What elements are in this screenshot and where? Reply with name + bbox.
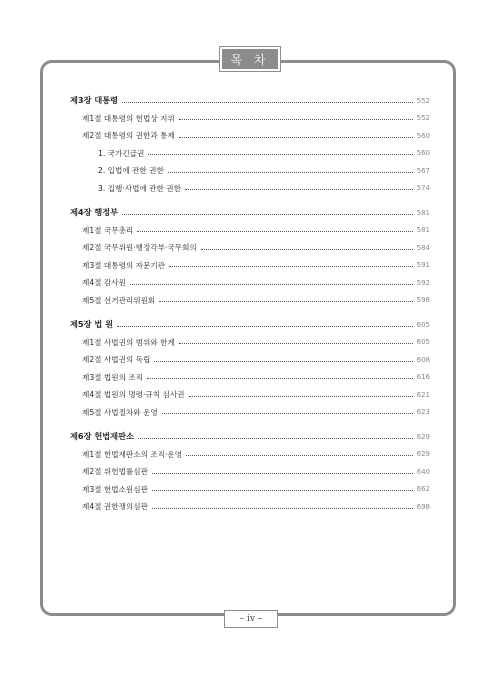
toc-entry-page: 629 xyxy=(416,450,430,459)
toc-entry-label: 제2절 사법권의 독립 xyxy=(82,355,151,365)
toc-entry-page: 584 xyxy=(416,243,430,252)
dot-leader xyxy=(137,230,412,232)
toc-section-entry xyxy=(70,334,430,352)
toc-entry-label: 제4장 행정부 xyxy=(70,207,119,218)
toc-entry-label: 제2절 국무위원·행정각부·국무회의 xyxy=(82,243,197,253)
toc-entry-page: 560 xyxy=(416,149,430,158)
dot-leader xyxy=(130,283,413,285)
toc-entry-label: 제5절 선거관리위원회 xyxy=(82,295,156,305)
toc-section-entry xyxy=(70,110,430,128)
toc-entry-label: 3. 집행·사법에 관한 권한 xyxy=(98,183,181,193)
toc-entry-label: 제5장 법 원 xyxy=(70,319,114,330)
toc-chapter-entry xyxy=(70,316,430,334)
dot-leader xyxy=(152,507,413,509)
dot-leader xyxy=(168,171,413,173)
toc-entry-page: 608 xyxy=(416,355,430,364)
dot-leader xyxy=(117,325,413,327)
toc-entry-page: 621 xyxy=(416,390,430,399)
toc-section-entry xyxy=(70,481,430,499)
toc-section-entry xyxy=(70,222,430,240)
toc-entry-page: 552 xyxy=(416,96,430,105)
dot-leader xyxy=(138,437,413,439)
toc-entry-label: 제2절 위헌법률심판 xyxy=(82,467,148,477)
toc-entry-label: 제3절 헌법소원심판 xyxy=(82,484,148,494)
toc-section-entry xyxy=(70,257,430,275)
toc-entry-label: 제5절 사법절차와 운영 xyxy=(82,407,158,417)
toc-entry-label: 제3장 대통령 xyxy=(70,95,119,106)
toc-entry-label: 2. 입법에 관한 권한 xyxy=(98,166,164,176)
page-title: 목 차 xyxy=(222,49,278,69)
toc-entry-label: 제1절 헌법재판소의 조직·운영 xyxy=(82,449,183,459)
toc-section-entry xyxy=(70,498,430,516)
dot-leader xyxy=(154,360,412,362)
toc-entry-page: 662 xyxy=(416,485,430,494)
dot-leader xyxy=(189,395,413,397)
toc-entry-label: 제1절 대통령의 헌법상 지위 xyxy=(82,113,175,123)
toc-entry-page: 574 xyxy=(416,184,430,193)
toc-entry-page: 581 xyxy=(416,226,430,235)
toc-section-entry xyxy=(70,463,430,481)
toc-entry-label: 1. 국가긴급권 xyxy=(98,148,145,158)
toc-entry-label: 제1절 사법권의 범위와 한계 xyxy=(82,337,175,347)
toc-section-entry xyxy=(70,404,430,422)
dot-leader xyxy=(148,153,412,155)
toc-chapter-entry xyxy=(70,204,430,222)
toc-entry-page: 605 xyxy=(416,320,430,329)
toc-chapter-entry xyxy=(70,428,430,446)
toc-entry-label: 제6장 헌법재판소 xyxy=(70,431,134,442)
toc-entry-page: 567 xyxy=(416,166,430,175)
toc-sub-entry xyxy=(70,180,430,198)
dot-leader xyxy=(185,188,413,190)
toc-section-entry xyxy=(70,369,430,387)
toc-entry-label: 제4절 권한쟁의심판 xyxy=(82,502,148,512)
table-of-contents xyxy=(70,92,430,516)
toc-entry-label: 제4절 감사원 xyxy=(82,278,126,288)
toc-entry-page: 605 xyxy=(416,338,430,347)
toc-entry-page: 629 xyxy=(416,432,430,441)
dot-leader xyxy=(179,342,413,344)
dot-leader xyxy=(179,118,413,120)
toc-entry-label: 제1절 국무총리 xyxy=(82,225,134,235)
toc-entry-page: 640 xyxy=(416,467,430,476)
toc-entry-label: 제3절 대통령의 자문기관 xyxy=(82,260,166,270)
toc-section-entry xyxy=(70,239,430,257)
toc-entry-page: 592 xyxy=(416,278,430,287)
toc-section-entry xyxy=(70,351,430,369)
page-number: – iv – xyxy=(224,610,278,628)
toc-entry-page: 598 xyxy=(416,296,430,305)
toc-section-entry xyxy=(70,386,430,404)
dot-leader xyxy=(147,377,413,379)
toc-entry-label: 제4절 법원의 명령·규칙 심사권 xyxy=(82,390,185,400)
toc-entry-page: 560 xyxy=(416,131,430,140)
dot-leader xyxy=(159,300,412,302)
toc-section-entry xyxy=(70,274,430,292)
toc-entry-label: 제2절 대통령의 권한과 통제 xyxy=(82,131,175,141)
toc-section-entry xyxy=(70,127,430,145)
dot-leader xyxy=(152,472,413,474)
toc-sub-entry xyxy=(70,162,430,180)
toc-chapter-entry xyxy=(70,92,430,110)
toc-entry-page: 581 xyxy=(416,208,430,217)
dot-leader xyxy=(201,248,413,250)
toc-entry-page: 698 xyxy=(416,502,430,511)
dot-leader xyxy=(186,454,413,456)
dot-leader xyxy=(152,489,413,491)
toc-entry-page: 591 xyxy=(416,261,430,270)
toc-entry-label: 제3절 법원의 조직 xyxy=(82,372,144,382)
toc-entry-page: 616 xyxy=(416,373,430,382)
dot-leader xyxy=(122,213,413,215)
toc-entry-page: 552 xyxy=(416,114,430,123)
toc-entry-page: 623 xyxy=(416,408,430,417)
toc-section-entry xyxy=(70,292,430,310)
toc-section-entry xyxy=(70,446,430,464)
dot-leader xyxy=(169,265,413,267)
dot-leader xyxy=(122,101,413,103)
toc-sub-entry xyxy=(70,145,430,163)
dot-leader xyxy=(162,412,413,414)
dot-leader xyxy=(179,136,413,138)
